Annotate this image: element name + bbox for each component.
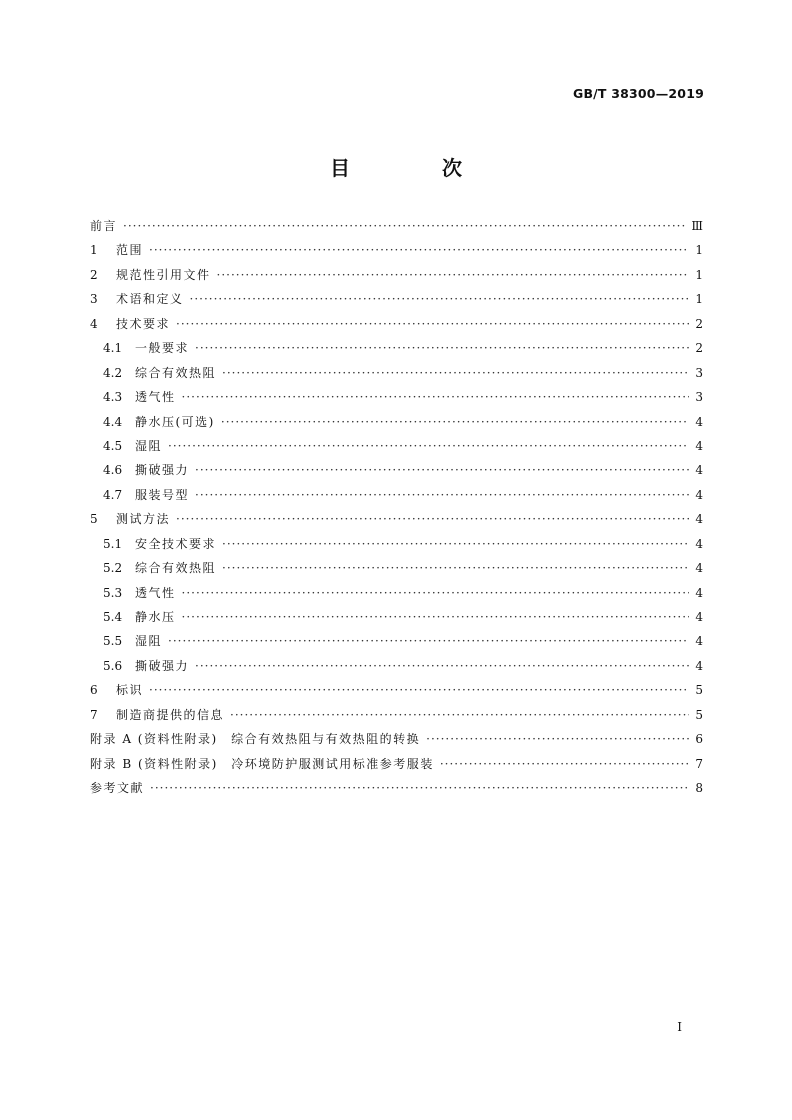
toc-entry-page: 6: [695, 732, 703, 747]
toc-entry-number: 5.6: [103, 658, 123, 673]
toc-dot-leader: [182, 605, 689, 629]
toc-entry-number: 4.5: [103, 438, 123, 453]
toc-entry-number: 7: [90, 707, 98, 722]
toc-entry[interactable]: [90, 703, 703, 727]
toc-entry[interactable]: [90, 312, 703, 336]
toc-dot-leader: [222, 532, 689, 556]
toc-entry-page: 3: [695, 390, 703, 405]
toc-dot-leader: [123, 214, 687, 238]
toc-entry-page: 4: [695, 463, 703, 478]
toc-entry-number: 4.2: [103, 365, 123, 380]
toc-entry-label: 湿阻: [135, 634, 163, 649]
toc-dot-leader: [230, 703, 689, 727]
toc-dot-leader: [195, 458, 689, 482]
toc-entry-page: 5: [695, 707, 703, 722]
toc-entry-number: 5.3: [103, 585, 123, 600]
toc-entry[interactable]: [90, 727, 703, 751]
toc-entry-label: 范围: [116, 243, 144, 258]
page-number: I: [677, 1020, 682, 1034]
toc-entry-page: 1: [695, 267, 703, 282]
toc-entry-label: 技术要求: [116, 316, 171, 331]
toc-dot-leader: [149, 678, 689, 702]
toc-entry-page: 8: [695, 781, 703, 796]
toc-dot-leader: [195, 654, 689, 678]
toc-entry-number: 5.5: [103, 634, 123, 649]
toc-dot-leader: [195, 483, 689, 507]
toc-entry-page: 2: [695, 316, 703, 331]
toc-entry-label: 撕破强力: [135, 658, 190, 673]
toc-entry-label: 前言: [90, 219, 118, 233]
toc-entry-label: 服装号型: [135, 487, 190, 502]
toc-dot-leader: [176, 507, 689, 531]
toc-entry[interactable]: [90, 752, 703, 776]
toc-entry[interactable]: [90, 776, 703, 800]
toc-entry[interactable]: [90, 238, 703, 262]
toc-entry-page: Ⅲ: [691, 219, 703, 233]
toc-entry-label: 透气性: [135, 390, 176, 405]
toc-dot-leader: [222, 361, 689, 385]
toc-dot-leader: [182, 385, 689, 409]
toc-entry-page: 4: [695, 487, 703, 502]
toc-entry-label: 制造商提供的信息: [116, 707, 225, 722]
toc-entry-number: 5.4: [103, 610, 123, 624]
toc-entry[interactable]: [90, 336, 703, 360]
toc-entry-label: 标识: [116, 683, 144, 698]
toc-entry-label: 安全技术要求: [135, 536, 217, 551]
toc-entry-page: 2: [695, 341, 703, 356]
toc-entry-page: 4: [695, 414, 703, 429]
toc-entry[interactable]: [90, 458, 703, 482]
toc-entry-number: 4: [90, 316, 98, 331]
toc-entry[interactable]: [90, 385, 703, 409]
toc-dot-leader: [190, 287, 689, 311]
toc-entry-page: 4: [695, 512, 703, 527]
toc-entry-number: 2: [90, 267, 98, 282]
toc-entry-page: 4: [695, 561, 703, 576]
toc-entry[interactable]: [90, 654, 703, 678]
toc-dot-leader: [182, 581, 689, 605]
toc-entry-page: 4: [695, 634, 703, 649]
toc-entry-page: 4: [695, 610, 703, 624]
toc-dot-leader: [222, 556, 689, 580]
toc-entry[interactable]: [90, 410, 703, 434]
toc-entry[interactable]: [90, 678, 703, 702]
toc-entry-page: 1: [695, 292, 703, 307]
toc-entry-number: 4.4: [103, 414, 123, 429]
toc-entry-label: 附录 B (资料性附录) 冷环境防护服测试用标准参考服装: [90, 756, 434, 771]
toc-dot-leader: [217, 263, 689, 287]
toc-entry-number: 4.6: [103, 463, 123, 478]
toc-entry-label: 透气性: [135, 585, 176, 600]
toc-entry-label: 一般要求: [135, 341, 190, 356]
toc-entry[interactable]: [90, 581, 703, 605]
page-title: 目 次: [330, 156, 498, 180]
toc-entry-page: 4: [695, 438, 703, 453]
toc-dot-leader: [168, 629, 689, 653]
toc-dot-leader: [195, 336, 689, 360]
toc-dot-leader: [176, 312, 689, 336]
toc-entry-number: 4.1: [103, 341, 123, 356]
toc-entry-number: 5.2: [103, 561, 123, 576]
standard-code: GB/T 38300—2019: [572, 86, 704, 101]
toc-entry[interactable]: [90, 507, 703, 531]
toc-entry-label: 附录 A (资料性附录) 综合有效热阻与有效热阻的转换: [90, 732, 421, 747]
toc-entry-page: 3: [695, 365, 703, 380]
toc-entry-page: 4: [695, 658, 703, 673]
toc-entry-label: 规范性引用文件: [116, 267, 211, 282]
toc-entry-label: 参考文献: [90, 781, 145, 796]
toc-entry[interactable]: [90, 287, 703, 311]
toc-entry[interactable]: [90, 629, 703, 653]
toc-entry[interactable]: [90, 532, 703, 556]
toc-entry-label: 综合有效热阻: [135, 365, 217, 380]
toc-entry[interactable]: [90, 434, 703, 458]
toc-entry[interactable]: [90, 214, 703, 238]
toc-entry-label: 测试方法: [116, 512, 171, 527]
toc-entry-number: 6: [90, 683, 98, 698]
toc-entry-page: 4: [695, 585, 703, 600]
toc-entry-number: 5: [90, 512, 98, 527]
toc-dot-leader: [150, 776, 689, 800]
toc-entry-number: 3: [90, 292, 98, 307]
toc-entry-number: 4.7: [103, 487, 123, 502]
toc-entry[interactable]: [90, 483, 703, 507]
toc-entry-number: 4.3: [103, 390, 123, 405]
toc-entry-label: 静水压(可选): [135, 414, 215, 429]
toc-entry[interactable]: [90, 605, 703, 629]
toc-entry-number: 5.1: [103, 536, 123, 551]
toc-dot-leader: [426, 727, 689, 751]
toc-entry-page: 7: [695, 756, 703, 771]
toc-dot-leader: [440, 752, 689, 776]
toc-entry[interactable]: [90, 263, 703, 287]
table-of-contents: [90, 214, 703, 801]
toc-entry-label: 撕破强力: [135, 463, 190, 478]
toc-entry-label: 湿阻: [135, 438, 163, 453]
toc-dot-leader: [168, 434, 689, 458]
toc-entry-page: 5: [695, 683, 703, 698]
toc-entry-label: 静水压: [135, 610, 176, 624]
toc-dot-leader: [149, 238, 689, 262]
toc-entry-page: 4: [695, 536, 703, 551]
toc-entry-number: 1: [90, 243, 98, 258]
toc-entry-page: 1: [695, 243, 703, 258]
toc-entry[interactable]: [90, 556, 703, 580]
toc-dot-leader: [221, 410, 689, 434]
toc-entry-label: 术语和定义: [116, 292, 184, 307]
toc-entry-label: 综合有效热阻: [135, 561, 217, 576]
toc-entry[interactable]: [90, 361, 703, 385]
